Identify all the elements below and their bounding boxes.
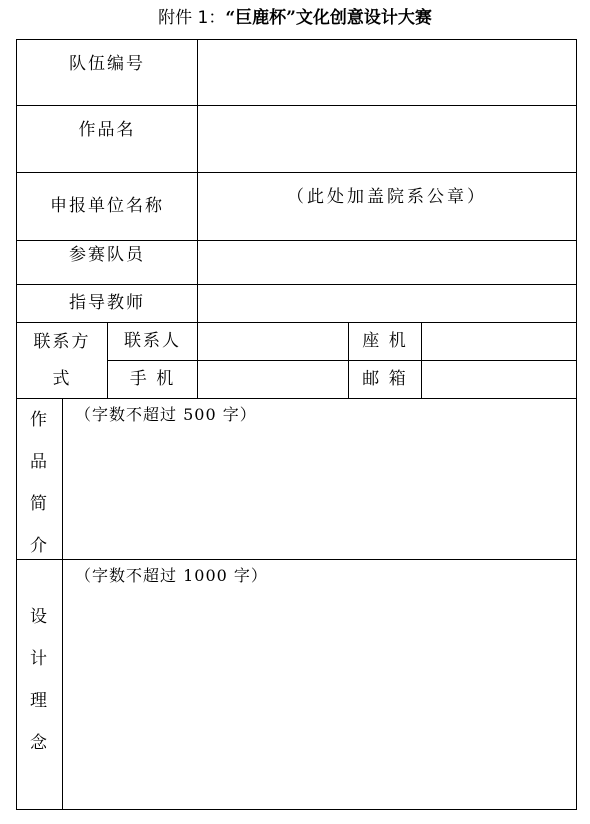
mobile-field[interactable] <box>197 360 349 399</box>
intro-char-2: 品 <box>30 452 49 472</box>
intro-char-1: 作 <box>30 410 49 430</box>
contact-person-label: 联系人 <box>107 322 198 361</box>
team-number-field[interactable] <box>197 39 577 106</box>
intro-char-4: 介 <box>30 536 49 556</box>
intro-word-limit-note: （字数不超过 500 字） <box>75 405 257 424</box>
design-concept-label <box>16 559 63 810</box>
contact-person-field[interactable] <box>197 322 349 361</box>
contest-title: “巨鹿杯”文化创意设计大赛 <box>225 8 432 28</box>
team-number-label: 队伍编号 <box>16 39 198 106</box>
intro-char-3: 简 <box>30 494 49 514</box>
work-name-field[interactable] <box>197 105 577 173</box>
design-concept-field[interactable] <box>62 559 577 810</box>
work-intro-label <box>16 398 63 560</box>
email-label: 邮 箱 <box>348 360 422 399</box>
concept-char-3: 理 <box>30 691 49 711</box>
unit-name-field[interactable] <box>197 172 577 241</box>
mobile-label: 手 机 <box>107 360 198 399</box>
landline-label: 座 机 <box>348 322 422 361</box>
concept-char-2: 计 <box>30 649 49 669</box>
concept-char-4: 念 <box>30 733 49 753</box>
document-title <box>0 6 590 30</box>
unit-name-label: 申报单位名称 <box>16 172 198 241</box>
members-label: 参赛队员 <box>16 240 198 285</box>
landline-field[interactable] <box>421 322 577 361</box>
stamp-note: （此处加盖院系公章） <box>287 187 487 207</box>
concept-word-limit-note: （字数不超过 1000 字） <box>75 566 268 585</box>
members-field[interactable] <box>197 240 577 285</box>
work-name-label: 作品名 <box>16 105 198 173</box>
concept-char-1: 设 <box>30 607 49 627</box>
advisor-field[interactable] <box>197 284 577 323</box>
email-field[interactable] <box>421 360 577 399</box>
attachment-prefix: 附件 1： <box>158 8 226 28</box>
contact-method-label: 联系方 式 <box>16 322 108 399</box>
advisor-label: 指导教师 <box>16 284 198 323</box>
